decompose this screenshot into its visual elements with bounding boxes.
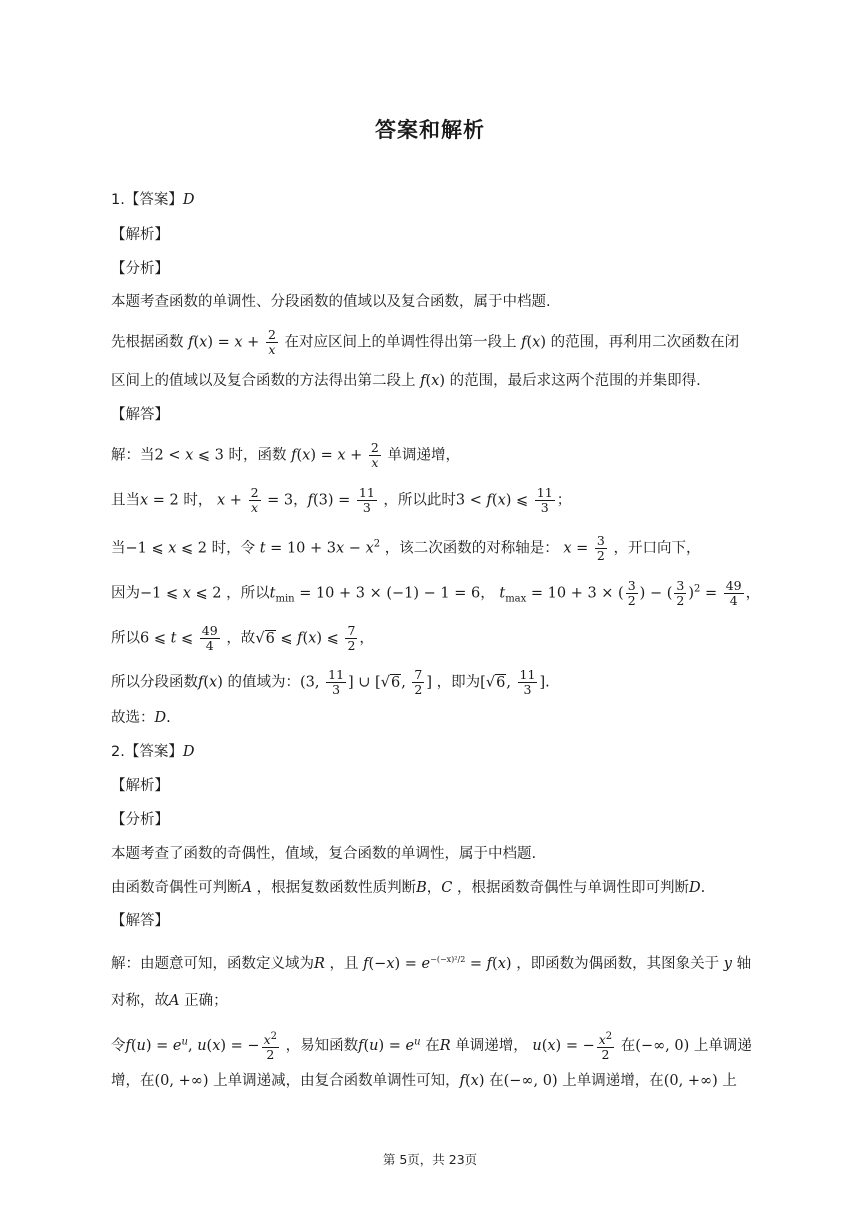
text-span: ，所以 xyxy=(226,585,270,602)
fraction: $\frac{49}{4}$ xyxy=(201,623,218,653)
q2-answer-label: 2.【答案】 xyxy=(111,744,183,760)
text-span: 的值域为： xyxy=(227,674,301,691)
text-span: ，所以此时 xyxy=(383,492,456,509)
q2-solution-line-3: 令$f(u) = e^u$, u(x) = − $\frac{x^2}{2}$ ，易知函数$f(u) = e^u$ 在R 单调递增， u(x) = − $\frac{x^2}{2}$ 在(−∞, 0) 上单调递 xyxy=(111,1031,752,1063)
text-span: 当 xyxy=(111,540,126,557)
text-span: 正确； xyxy=(184,993,228,1009)
text-span: 由函数奇偶性可判断 xyxy=(111,880,242,896)
q2-jieda-heading: 【解答】 xyxy=(111,913,169,929)
text-span: ，根据函数奇偶性与单调性即可判断 xyxy=(456,880,689,896)
text-span: 时， xyxy=(183,492,213,509)
text-span: 解：当 xyxy=(111,447,155,464)
text-span: 上单调递 xyxy=(693,1038,752,1055)
fraction: $\frac{3}{2}$ xyxy=(627,578,636,608)
text-span: . xyxy=(166,710,171,726)
fraction: $\frac{7}{2}$ xyxy=(414,667,423,697)
q1-answer-value: D xyxy=(182,192,195,208)
q1-analysis-heading: 【解析】 xyxy=(111,227,169,243)
text-span: 且当 xyxy=(111,492,140,509)
text-span: 的范围，再利用二次函数在闭 xyxy=(550,334,740,351)
q1-fenxi-heading: 【分析】 xyxy=(111,261,169,277)
fraction: $\frac{2}{x}$ xyxy=(250,485,259,515)
text-span: 所以 xyxy=(111,630,140,647)
q2-solution-line-4: 增，在(0, +∞) 上单调递减，由复合函数单调性可知，f(x) 在(−∞, 0) 上单调递增，在(0, +∞) 上 xyxy=(111,1073,737,1089)
text-span: 区间上的值域以及复合函数的方法得出第二段上 xyxy=(111,373,416,389)
text-span: 令 xyxy=(111,1038,126,1055)
text-span: 轴 xyxy=(736,955,752,972)
text-span: ，且 xyxy=(329,955,359,972)
q1-answer-label: 1.【答案】 xyxy=(111,192,183,208)
fraction: $\frac{x^2}{2}$ xyxy=(263,1031,278,1063)
q2-fenxi-heading: 【分析】 xyxy=(111,812,169,828)
q1-choice-line xyxy=(111,708,171,728)
text-span: 先根据函数 xyxy=(111,334,184,351)
text-span: ，该二次函数的对称轴是： xyxy=(384,540,559,557)
fraction: $\frac{3}{2}$ xyxy=(676,578,685,608)
text-span: ，开口向下， xyxy=(613,540,701,557)
text-span: ，即函数为偶函数，其图象关于 xyxy=(516,955,720,972)
q1-solution-line-4: 因为−1 ⩽ x ⩽ 2 ，所以$t_{min} = 10 + 3 \times (-1) - 1 = 6$， $t_{max} = 10 + 3$ × ( $\frac{3}{2}$ ) − ( $\frac{3}{2}$ )$^2$ = $\frac{49}{4}$ ， xyxy=(111,578,761,608)
fraction: $\frac{2}{x}$ xyxy=(370,440,379,470)
choice-letter: D xyxy=(154,710,167,726)
q1-fenxi-line-1: 本题考查函数的单调性、分段函数的值域以及复合函数，属于中档题. xyxy=(111,294,551,310)
text-span: ，易知函数 xyxy=(285,1038,359,1055)
text-span: 的范围，最后求这两个范围的并集即得. xyxy=(449,373,701,389)
text-span: 时，令 xyxy=(211,540,256,557)
text-span: 因为 xyxy=(111,585,140,602)
text-span: 在 xyxy=(425,1038,440,1055)
q2-solution-line-2: 对称，故A 正确； xyxy=(111,993,228,1009)
q1-solution-line-3: 当−1 ⩽ x ⩽ 2 时，令 $t = 10 + 3x - x^2$ ，该二次函数的对称轴是： x = $\frac{3}{2}$ ，开口向下， xyxy=(111,533,701,563)
fraction: $\frac{7}{2}$ xyxy=(347,623,356,653)
text-span: 上单调递增，在 xyxy=(562,1073,664,1089)
fraction: $\frac{3}{2}$ xyxy=(596,533,605,563)
text-span: 上单调递减，由复合函数单调性可知， xyxy=(213,1073,460,1089)
q2-fenxi-line-2: 由函数奇偶性可判断A ，根据复数函数性质判断B，C ，根据函数奇偶性与单调性即可判断D. xyxy=(111,880,706,896)
q2-analysis-heading: 【解析】 xyxy=(111,778,169,794)
fraction: $\frac{11}{3}$ xyxy=(519,667,536,697)
fraction: $\frac{2}{x}$ xyxy=(267,327,276,357)
q1-solution-line-5: 所以6 ⩽ t ⩽ $\frac{49}{4}$ ，故√6 ⩽ f(x) ⩽ $\frac{7}{2}$ ， xyxy=(111,623,374,653)
fraction: $\frac{x^2}{2}$ xyxy=(598,1031,613,1063)
text-span: 在 xyxy=(489,1073,504,1089)
text-span: 上 xyxy=(722,1073,737,1089)
text-span: 所以分段函数 xyxy=(111,674,198,691)
q1-solution-line-2: 且当x = 2 时， x + $\frac{2}{x}$ = 3，f(3) = $\frac{11}{3}$ ，所以此时3 < f(x) ⩽ $\frac{11}{3}$ ； xyxy=(111,485,572,515)
text-span: 解：由题意可知，函数定义域为 xyxy=(111,955,314,972)
fraction: $\frac{11}{3}$ xyxy=(328,667,345,697)
q1-fenxi-line-2: 先根据函数 f(x) = x + $\frac{2}{x}$ 在对应区间上的单调性得出第一段上 f(x) 的范围，再利用二次函数在闭 xyxy=(111,327,740,357)
q1-solution-line-1: 解：当2 < x ⩽ 3 时，函数 f(x) = x + $\frac{2}{x}$ 单调递增， xyxy=(111,440,460,470)
q1-jieda-heading: 【解答】 xyxy=(111,407,169,423)
text-span: 在对应区间上的单调性得出第一段上 xyxy=(284,334,517,351)
q1-solution-line-6: 所以分段函数f(x) 的值域为：(3, $\frac{11}{3}$ ] ∪ [√6, $\frac{7}{2}$ ] ，即为[√6, $\frac{11}{3}$ ]. xyxy=(111,667,550,697)
text-span: 单调递增， xyxy=(455,1038,528,1055)
text-span: 增，在 xyxy=(111,1073,155,1089)
fraction: $\frac{49}{4}$ xyxy=(725,578,742,608)
q2-answer-line xyxy=(111,742,194,762)
q1-fenxi-line-3: 区间上的值域以及复合函数的方法得出第二段上 f(x) 的范围，最后求这两个范围的并集即得. xyxy=(111,373,701,389)
q2-solution-line-1: 解：由题意可知，函数定义域为R ，且 $f(-x) = e^{-(-x)^2/2} = f(x)$ ，即函数为偶函数，其图象关于 y 轴 xyxy=(111,955,752,972)
text-span: 单调递增， xyxy=(387,447,460,464)
text-span: 故选： xyxy=(111,710,155,726)
text-span: 对称，故 xyxy=(111,993,169,1009)
q1-answer-line xyxy=(111,190,194,210)
q2-fenxi-line-1: 本题考查了函数的奇偶性，值域，复合函数的单调性，属于中档题. xyxy=(111,846,537,862)
text-span: ，根据复数函数性质判断 xyxy=(256,880,417,896)
text-span: 在 xyxy=(620,1038,636,1055)
fraction: $\frac{11}{3}$ xyxy=(358,485,375,515)
page-title: 答案和解析 xyxy=(375,118,485,142)
page-footer: 第 5页，共 23页 xyxy=(382,1152,478,1167)
text-span: ，即为 xyxy=(436,674,481,691)
text-span: 时，函数 xyxy=(228,447,287,464)
q2-answer-value: D xyxy=(182,744,195,760)
text-span: ，故 xyxy=(226,630,256,647)
fraction: $\frac{11}{3}$ xyxy=(536,485,553,515)
